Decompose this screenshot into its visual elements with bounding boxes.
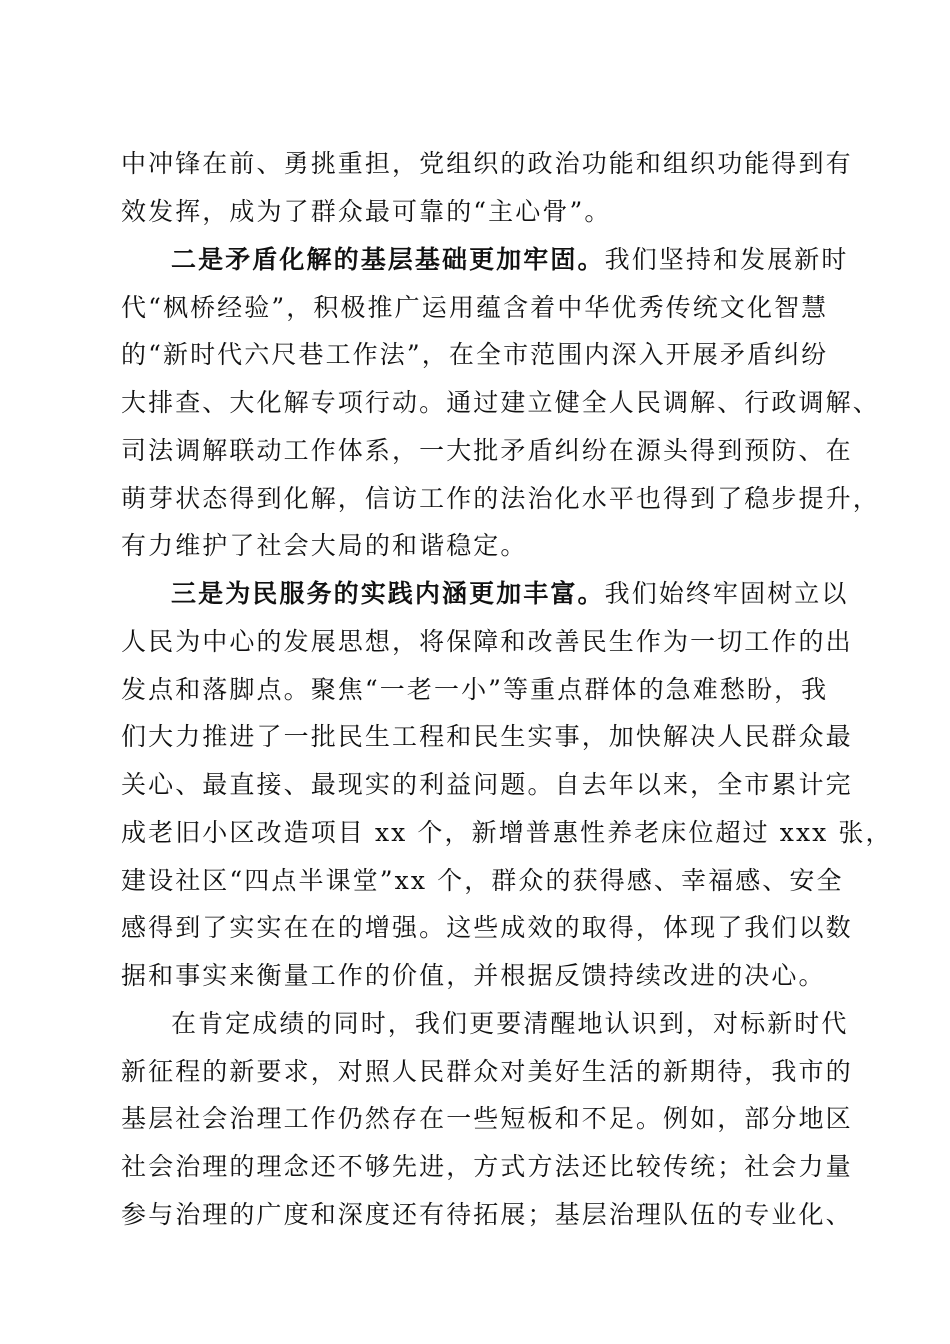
text-line: 大排查、大化解专项行动。通过建立健全人民调解、行政调解、 — [121, 388, 880, 417]
text-line: 效发挥，成为了群众最可靠的“主心骨”。 — [121, 197, 612, 226]
paragraph-heading-line — [171, 236, 931, 284]
text-line: 人民为中心的发展思想，将保障和改善民生作为一切工作的出 — [121, 627, 853, 656]
text-line: 感得到了实实在在的增强。这些成效的取得，体现了我们以数 — [121, 913, 853, 942]
text-span: 我们始终牢固树立以 — [604, 579, 849, 608]
paragraph-heading: 三是为民服务的实践内涵更加丰富。 — [171, 579, 605, 608]
text-line: 们大力推进了一批民生工程和民生实事，加快解决人民群众最 — [121, 722, 853, 751]
text-line: 参与治理的广度和深度还有待拓展；基层治理队伍的专业化、 — [121, 1200, 853, 1229]
text-line: 基层社会治理工作仍然存在一些短板和不足。例如，部分地区 — [121, 1104, 853, 1133]
text-line: 代“枫桥经验”，积极推广运用蕴含着中华优秀传统文化智慧 — [121, 293, 829, 322]
text-line: 成老旧小区改造项目 xx 个，新增普惠性养老床位超过 xxx 张， — [121, 818, 893, 847]
text-line: 萌芽状态得到化解，信访工作的法治化水平也得到了稳步提升， — [121, 484, 880, 513]
paragraph-heading: 二是矛盾化解的基层基础更加牢固。 — [171, 245, 605, 274]
text-line: 关心、最直接、最现实的利益问题。自去年以来，全市累计完 — [121, 770, 853, 799]
text-line: 据和事实来衡量工作的价值，并根据反馈持续改进的决心。 — [121, 961, 826, 990]
text-line: 新征程的新要求，对照人民群众对美好生活的新期待，我市的 — [121, 1057, 853, 1086]
text-line: 建设社区“四点半课堂”xx 个，群众的获得感、幸福感、安全 — [121, 866, 844, 895]
text-line: 的“新时代六尺巷工作法”，在全市范围内深入开展矛盾纠纷 — [121, 340, 829, 369]
text-line: 司法调解联动工作体系，一大批矛盾纠纷在源头得到预防、在 — [121, 436, 853, 465]
text-line: 社会治理的理念还不够先进，方式方法还比较传统；社会力量 — [121, 1152, 853, 1181]
text-line: 有力维护了社会大局的和谐稳定。 — [121, 531, 528, 560]
text-span: 我们坚持和发展新时 — [604, 245, 849, 274]
text-line: 在肯定成绩的同时，我们更要清醒地认识到，对标新时代 — [171, 1009, 849, 1038]
paragraph-heading-line — [171, 570, 931, 618]
text-line: 中冲锋在前、勇挑重担，党组织的政治功能和组织功能得到有 — [121, 149, 853, 178]
text-line: 发点和落脚点。聚焦“一老一小”等重点群体的急难愁盼，我 — [121, 675, 829, 704]
